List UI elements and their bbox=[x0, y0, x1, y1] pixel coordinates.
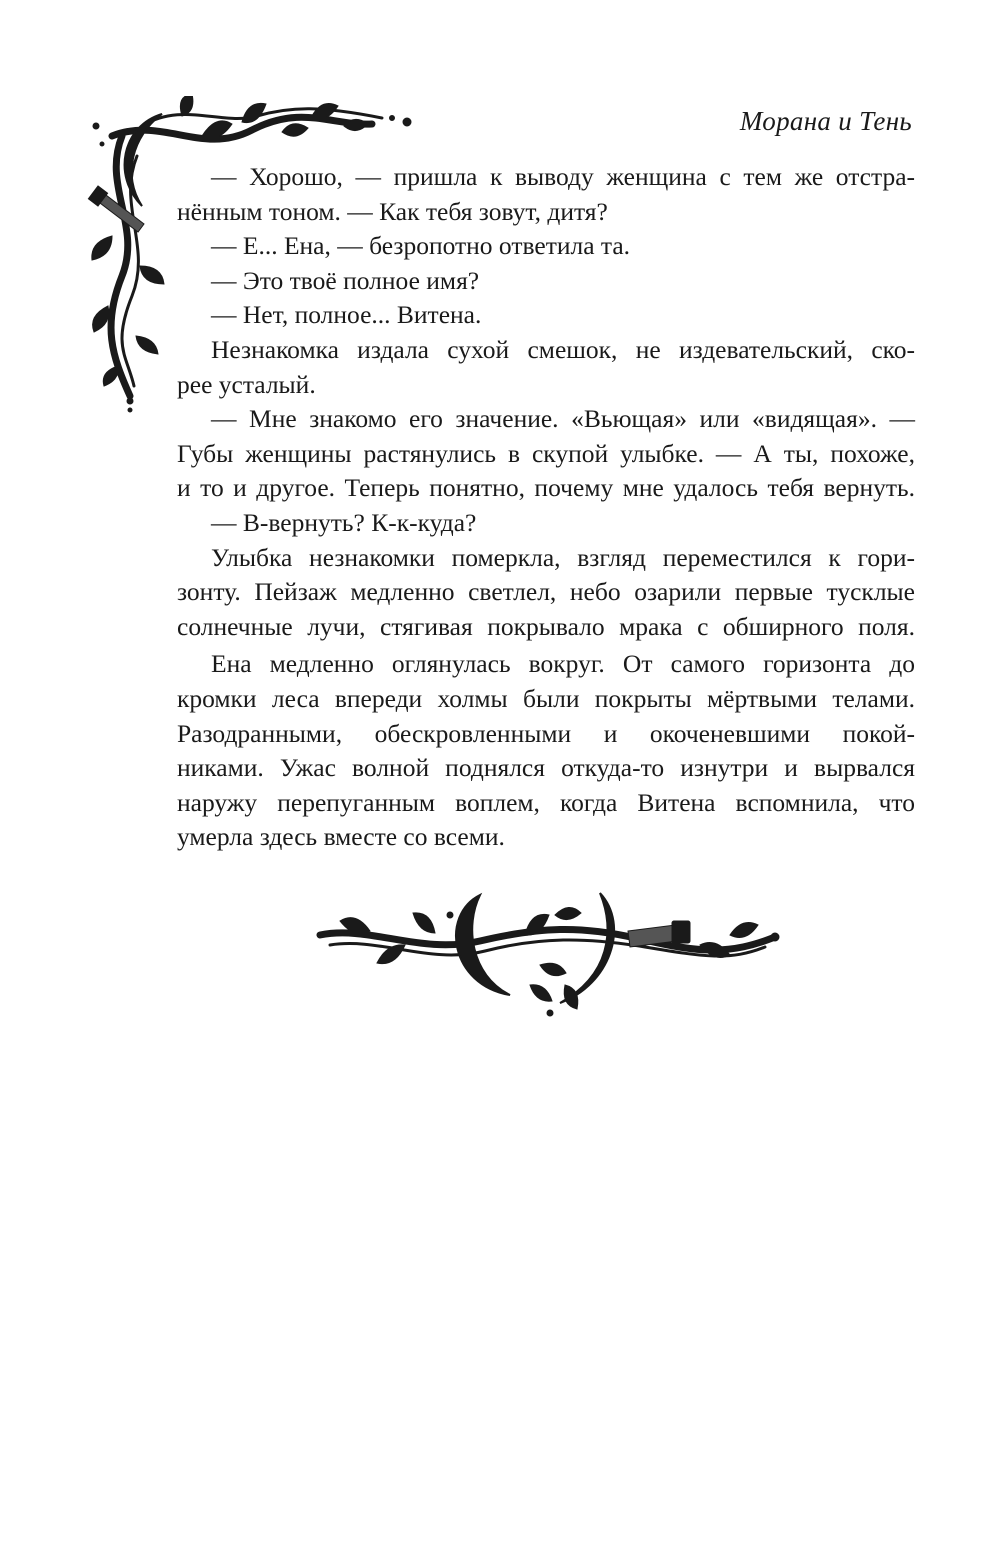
text-line: рее усталый. bbox=[177, 369, 316, 399]
crescent-vine-ornament bbox=[310, 885, 785, 1020]
text-line: нённым тоном. — Как тебя зовут, дитя? bbox=[177, 196, 608, 226]
text-line: кромки леса впереди холмы были покрыты мёртвыми телами. bbox=[177, 683, 915, 713]
text-line: умерла здесь вместе со всеми. bbox=[177, 822, 505, 852]
text-line: — Нет, полное... Витена. bbox=[211, 300, 482, 330]
text-line: — Хорошо, — пришла к выводу женщина с тем же отстра- bbox=[211, 162, 915, 191]
text-line: зонту. Пейзаж медленно светлел, небо озарили первые тусклые bbox=[177, 577, 915, 607]
text-line: Ена медленно оглянулась вокруг. От самого горизонта до bbox=[211, 649, 915, 679]
text-line: солнечные лучи, стягивая покрывало мрака с обширного поля. bbox=[177, 611, 915, 641]
body-text bbox=[177, 160, 915, 855]
text-line: наружу перепуганным воплем, когда Витена вспомнила, что bbox=[177, 787, 915, 817]
text-line: Улыбка незнакомки померкла, взгляд переместился к гори- bbox=[211, 542, 915, 572]
text-line: Незнакомка издала сухой смешок, не издевательский, ско- bbox=[211, 334, 915, 364]
text-line: никами. Ужас волной поднялся откуда-то изнутри и вырвался bbox=[177, 753, 915, 783]
text-line: — Мне знакомо его значение. «Вьющая» или «видящая». — bbox=[211, 404, 915, 434]
running-title: Морана и Тень bbox=[739, 106, 912, 136]
text-line: Губы женщины растянулись в скупой улыбке. — А ты, похоже, bbox=[177, 438, 915, 468]
text-line: и то и другое. Теперь понятно, почему мне удалось тебя вернуть. bbox=[177, 473, 915, 503]
text-line: — В-вернуть? К-к-куда? bbox=[211, 507, 477, 537]
text-line: Разодранными, обескровленными и окоченевшими покой- bbox=[177, 718, 915, 748]
text-line: — Е... Ена, — безропотно ответила та. bbox=[211, 231, 631, 261]
text-line: — Это твоё полное имя? bbox=[211, 265, 480, 295]
